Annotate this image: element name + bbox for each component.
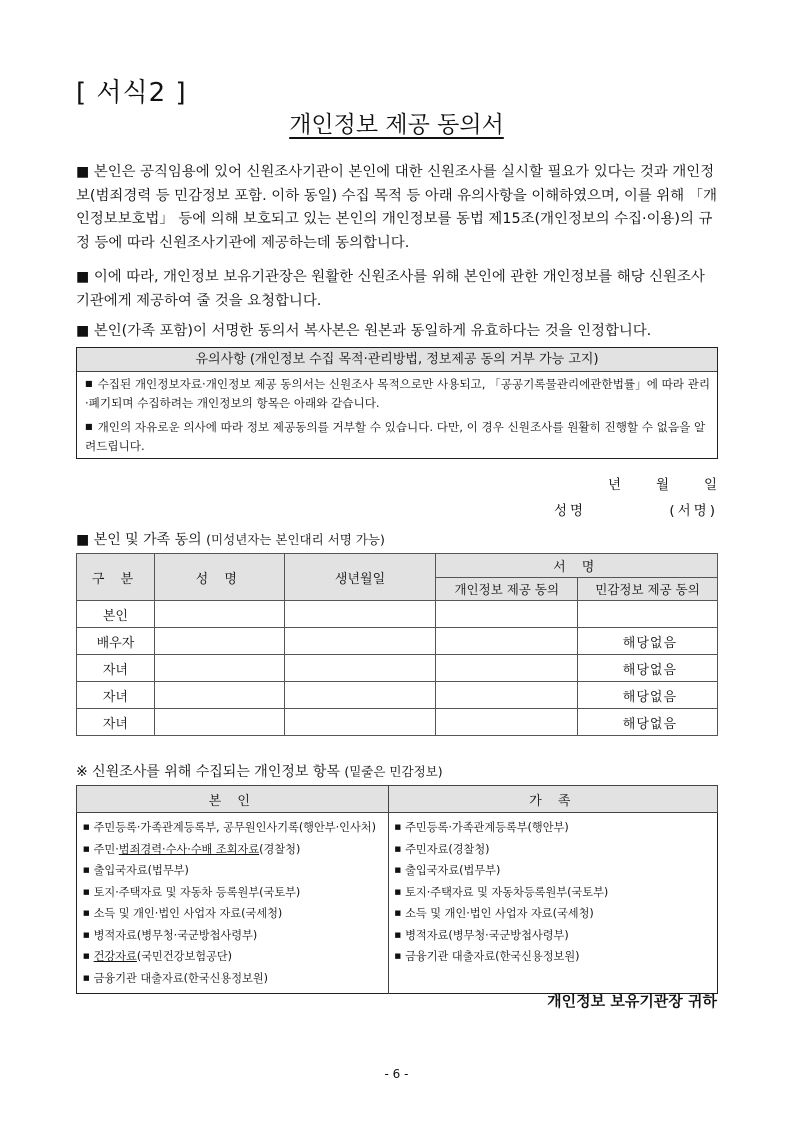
sensitive-sign-cell: 해당없음 (578, 628, 718, 655)
signature-sign-label: (서명) (669, 503, 718, 519)
sensitive-sign-cell: 해당없음 (578, 682, 718, 709)
table-row (77, 709, 718, 736)
list-item: ■ 주민등록·가족관계등록부(행안부) (394, 821, 569, 834)
date-day: 일 (704, 477, 718, 493)
col-self: 본 인 (77, 786, 389, 813)
birthdate-cell[interactable] (284, 709, 436, 736)
consent-paragraph-2: ■ 이에 따라, 개인정보 보유기관장은 원활한 신원조사를 위해 본인에 관한 개인정보를 해당 신원조사기관에게 제공하여 줄 것을 요청합니다. (76, 269, 705, 309)
form-label: [ 서식2 ] (76, 78, 187, 108)
notice-item: ■ 개인의 자유로운 의사에 따라 정보 제공동의를 거부할 수 있습니다. 다만, 이 경우 신원조사를 원활히 진행할 수 없음을 알려드립니다. (85, 420, 706, 453)
square-bullet-icon: ■ (76, 269, 90, 285)
table-row (77, 682, 718, 709)
personal-sign-cell[interactable] (436, 682, 578, 709)
table-row (77, 601, 718, 628)
sensitive-sign-cell: 해당없음 (578, 709, 718, 736)
list-item: ■ 병적자료(병무청·국군방첩사령부) (83, 928, 258, 942)
family-items-cell (388, 813, 718, 994)
addressee: 개인정보 보유기관장 귀하 (547, 992, 717, 1010)
list-item: ■ 토지·주택자료 및 자동차등록원부(국토부) (394, 885, 609, 899)
list-item: ■ 금융기관 대출자료(한국신용정보원) (83, 971, 269, 985)
sensitive-sign-cell: 해당없음 (578, 655, 718, 682)
family-consent-table (76, 553, 718, 736)
document-title: 개인정보 제공 동의서 (289, 112, 504, 138)
notice-box (76, 347, 718, 459)
row-category: 자녀 (77, 655, 155, 682)
col-signature: 서 명 (436, 554, 718, 578)
personal-sign-cell[interactable] (436, 709, 578, 736)
items-section-heading: ※ 신원조사를 위해 수집되는 개인정보 항목 (밑줄은 민감정보) (76, 764, 443, 780)
birthdate-cell[interactable] (284, 682, 436, 709)
square-bullet-icon: ■ (85, 422, 93, 431)
square-bullet-icon: ■ (85, 379, 93, 388)
name-cell[interactable] (154, 601, 284, 628)
consent-paragraph-1: ■ 본인은 공직임용에 있어 신원조사기관이 본인에 대한 신원조사를 실시할 필요가 있다는 것과 개인정보(범죄경력 등 민감정보 포함. 이하 동일) 수집 목적 등 아래 유의사항을 이해하였으며, 이를 위해 「개인정보보호법」 등에 의해 보호되고 있는 본인의 개인정보를 동법 제15조(개인정보의 수집·이용)의 규정 등에 따라 신원조사기관에 제공하는데 동의합니다. (76, 164, 717, 251)
personal-sign-cell[interactable] (436, 655, 578, 682)
row-category: 본인 (77, 601, 155, 628)
col-birthdate: 생년월일 (284, 554, 436, 601)
square-bullet-icon: ■ (76, 532, 90, 548)
date-month: 월 (656, 477, 670, 493)
list-item: ■ 주민·범죄경력·수사·수배 조회자료(경찰청) (83, 842, 301, 856)
signature-name-label: 성명 (554, 503, 587, 519)
list-item: ■ 출입국자료(법무부) (394, 864, 501, 877)
square-bullet-icon: ■ (76, 323, 90, 339)
row-category: 자녀 (77, 709, 155, 736)
list-item: ■ 병적자료(병무청·국군방첩사령부) (394, 928, 569, 942)
name-cell[interactable] (154, 655, 284, 682)
sensitive-sign-cell[interactable] (578, 601, 718, 628)
table-row (77, 628, 718, 655)
row-category: 배우자 (77, 628, 155, 655)
date-year: 년 (608, 477, 622, 493)
collected-items-table (76, 785, 718, 994)
self-items-cell (77, 813, 389, 994)
col-category: 구 분 (77, 554, 155, 601)
square-bullet-icon: ■ (76, 164, 90, 180)
list-item: ■ 소득 및 개인·법인 사업자 자료(국세청) (83, 907, 283, 920)
col-sensitive-consent: 민감정보 제공 동의 (578, 577, 718, 601)
notice-header: 유의사항 (개인정보 수집 목적·관리방법, 정보제공 동의 거부 가능 고지) (77, 348, 717, 372)
list-item: ■ 건강자료(국민건강보험공단) (83, 950, 233, 963)
personal-sign-cell[interactable] (436, 601, 578, 628)
notice-item: ■ 수집된 개인정보자료·개인정보 제공 동의서는 신원조사 목적으로만 사용되고, 「공공기록물관리에관한법률」에 따라 관리·폐기되며 수집하려는 개인정보의 항목은 아래와 같습니다. (85, 377, 711, 410)
row-category: 자녀 (77, 682, 155, 709)
birthdate-cell[interactable] (284, 628, 436, 655)
list-item: ■ 금융기관 대출자료(한국신용정보원) (394, 950, 580, 963)
list-item: ■ 주민등록·가족관계등록부, 공무원인사기록(행안부·인사처) (83, 821, 376, 834)
family-section-heading: ■ 본인 및 가족 동의 (미성년자는 본인대리 서명 가능) (76, 532, 385, 548)
birthdate-cell[interactable] (284, 601, 436, 628)
list-item: ■ 소득 및 개인·법인 사업자 자료(국세청) (394, 907, 594, 920)
consent-paragraph-3: ■ 본인(가족 포함)이 서명한 동의서 복사본은 원본과 동일하게 유효하다는 것을 인정합니다. (76, 323, 652, 339)
birthdate-cell[interactable] (284, 655, 436, 682)
col-personal-consent: 개인정보 제공 동의 (436, 577, 578, 601)
table-row (77, 655, 718, 682)
name-cell[interactable] (154, 682, 284, 709)
list-item: ■ 토지·주택자료 및 자동차 등록원부(국토부) (83, 885, 301, 899)
col-name: 성 명 (154, 554, 284, 601)
list-item: ■ 주민자료(경찰청) (394, 842, 490, 856)
list-item: ■ 출입국자료(법무부) (83, 864, 189, 877)
page-number: - 6 - (384, 1067, 409, 1081)
name-cell[interactable] (154, 709, 284, 736)
name-cell[interactable] (154, 628, 284, 655)
personal-sign-cell[interactable] (436, 628, 578, 655)
col-family: 가 족 (388, 786, 718, 813)
